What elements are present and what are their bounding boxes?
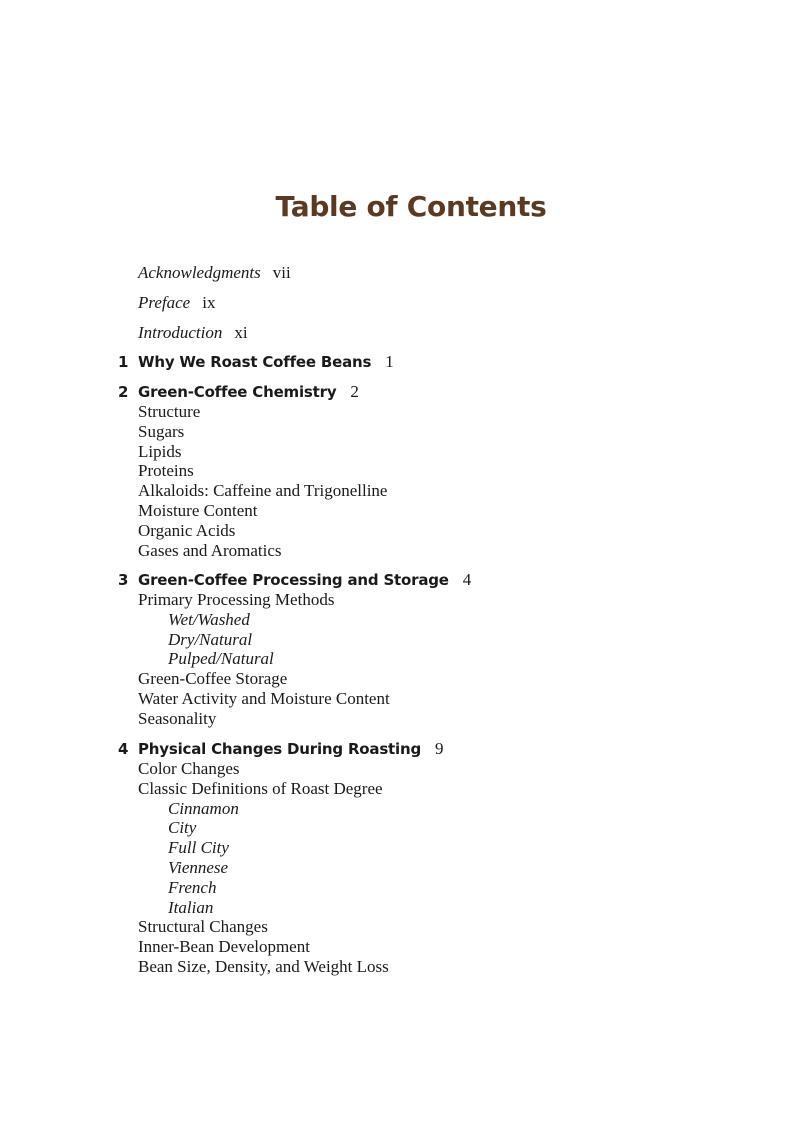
chapter-1 [0, 352, 800, 372]
subsection-item[interactable]: Full City [168, 838, 229, 858]
section-item[interactable]: Structure [138, 402, 201, 421]
chapter-title-text: Physical Changes During Roasting [138, 740, 421, 758]
section-item[interactable]: Gases and Aromatics [138, 540, 282, 560]
section-item[interactable]: Color Changes [138, 759, 240, 778]
chapter-heading[interactable] [0, 352, 800, 372]
chapter-title [138, 352, 394, 372]
section-item[interactable]: Water Activity and Moisture Content [138, 688, 390, 708]
chapter-title-text: Green-Coffee Chemistry [138, 383, 337, 401]
section-item[interactable]: Sugars [138, 421, 185, 441]
chapter-number: 1 [118, 353, 129, 371]
section-item[interactable]: Moisture Content [138, 500, 258, 520]
chapter-heading[interactable] [0, 570, 800, 590]
chapter-3 [0, 570, 800, 729]
front-matter-title: Acknowledgments [138, 263, 261, 282]
front-matter-page: xi [234, 323, 248, 342]
chapter-title [138, 570, 471, 590]
subsection-item[interactable]: Pulped/Natural [168, 649, 274, 669]
subsection-item[interactable]: Cinnamon [168, 798, 239, 818]
front-matter-page: ix [202, 293, 216, 312]
chapter-number: 3 [118, 571, 129, 589]
subsection-item[interactable]: Viennese [168, 857, 229, 877]
chapter-page: 1 [385, 352, 394, 371]
section-item[interactable]: Alkaloids: Caffeine and Trigonelline [138, 481, 388, 501]
section-item[interactable]: Classic Definitions of Roast Degree [138, 778, 383, 798]
subsection-item[interactable]: Italian [168, 897, 214, 917]
chapter-title-text: Why We Roast Coffee Beans [138, 353, 372, 371]
section-item[interactable]: Lipids [138, 441, 182, 461]
chapter-number: 2 [118, 383, 129, 401]
section-item[interactable]: Primary Processing Methods [138, 590, 335, 609]
chapter-page: 9 [435, 739, 444, 758]
subsection-item[interactable]: City [168, 818, 197, 838]
section-item[interactable]: Seasonality [138, 708, 217, 728]
chapter-page: 4 [462, 570, 472, 589]
chapter-title [138, 739, 444, 759]
chapter-page: 2 [350, 382, 359, 401]
front-matter-title: Introduction [138, 323, 223, 342]
chapter-heading[interactable] [0, 739, 800, 759]
chapter-2 [0, 382, 800, 560]
subsection-item[interactable]: Wet/Washed [168, 609, 250, 629]
chapter-title-text: Green-Coffee Processing and Storage [138, 571, 449, 589]
front-matter-introduction[interactable] [138, 323, 248, 343]
section-item[interactable]: Inner-Bean Development [138, 937, 310, 957]
subsection-item[interactable]: French [168, 877, 217, 897]
chapter-4 [0, 739, 800, 977]
front-matter-title: Preface [138, 293, 191, 312]
front-matter-acknowledgments[interactable] [138, 263, 291, 283]
section-item[interactable]: Proteins [138, 461, 194, 481]
section-item[interactable]: Organic Acids [138, 520, 236, 540]
page-title: Table of Contents [275, 190, 547, 223]
chapter-title [138, 382, 359, 402]
chapter-number: 4 [118, 740, 129, 758]
section-item[interactable]: Structural Changes [138, 917, 268, 937]
front-matter-preface[interactable] [138, 293, 215, 313]
front-matter-page: vii [272, 263, 291, 282]
section-item[interactable]: Green-Coffee Storage [138, 669, 288, 689]
chapter-heading[interactable] [0, 382, 800, 402]
subsection-item[interactable]: Dry/Natural [168, 629, 253, 649]
section-item[interactable]: Bean Size, Density, and Weight Loss [138, 956, 389, 976]
